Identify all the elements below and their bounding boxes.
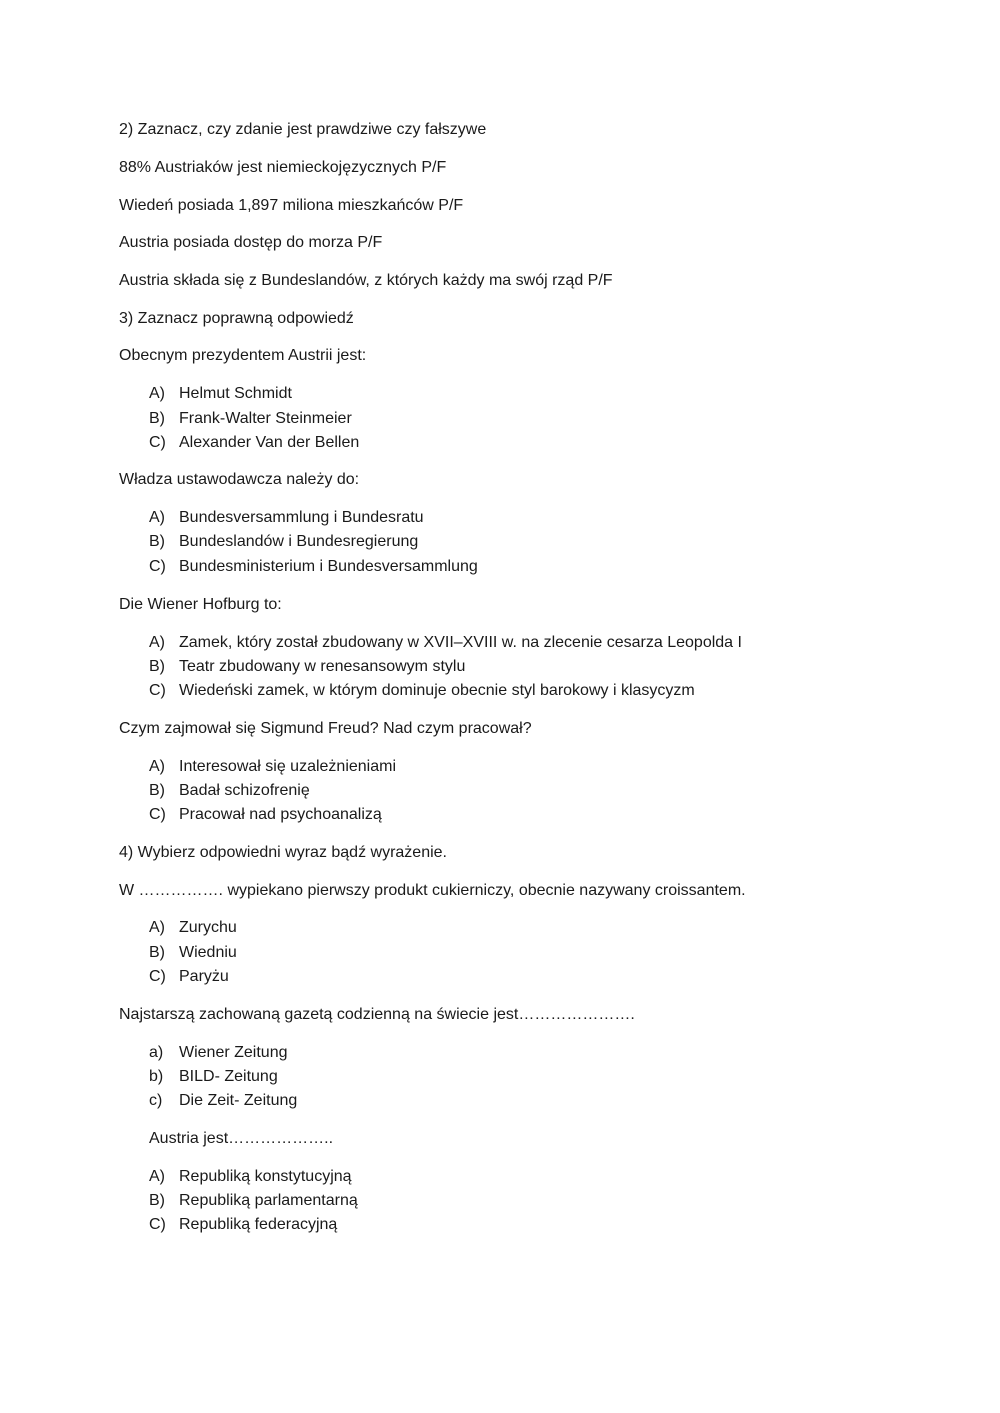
q4-q2-option-b: b) BILD- Zeitung — [149, 1068, 278, 1085]
q3-q4-option-b: B) Badał schizofrenię — [149, 782, 310, 799]
q3-q3-option-a: A) Zamek, który został zbudowany w XVII–XVIII w. na zlecenie cesarza Leopolda I — [149, 634, 742, 651]
q3-q4-option-c: C) Pracował nad psychoanalizą — [149, 806, 382, 823]
q3-question-4: Czym zajmował się Sigmund Freud? Nad czym pracował? — [119, 720, 532, 737]
q3-q1-option-b: B) Frank-Walter Steinmeier — [149, 410, 352, 427]
q2-statement-1: 88% Austriaków jest niemieckojęzycznych P/F — [119, 159, 447, 176]
q2-statement-4: Austria składa się z Bundeslandów, z których każdy ma swój rząd P/F — [119, 272, 613, 289]
q3-q4-option-a: A) Interesował się uzależnieniami — [149, 758, 396, 775]
q3-q2-option-a: A) Bundesversammlung i Bundesratu — [149, 509, 424, 526]
q3-q1-option-c: C) Alexander Van der Bellen — [149, 434, 360, 451]
q4-q1-option-b: B) Wiedniu — [149, 944, 237, 961]
q3-q1-option-a: A) Helmut Schmidt — [149, 385, 292, 402]
q4-question-1: W ……………. wypiekano pierwszy produkt cukierniczy, obecnie nazywany croissantem. — [119, 882, 746, 899]
q3-q2-option-b: B) Bundeslandów i Bundesregierung — [149, 533, 419, 550]
q4-heading: 4) Wybierz odpowiedni wyraz bądź wyrażenie. — [119, 844, 447, 861]
q4-question-3: Austria jest……………….. — [149, 1130, 334, 1147]
q4-q3-option-c: C) Republiką federacyjną — [149, 1216, 338, 1233]
q4-q2-option-c: c) Die Zeit- Zeitung — [149, 1092, 298, 1109]
q4-q1-option-c: C) Paryżu — [149, 968, 229, 985]
q4-q2-option-a: a) Wiener Zeitung — [149, 1044, 288, 1061]
q2-statement-3: Austria posiada dostęp do morza P/F — [119, 234, 383, 251]
q2-statement-2: Wiedeń posiada 1,897 miliona mieszkańców P/F — [119, 197, 464, 214]
q3-question-3: Die Wiener Hofburg to: — [119, 596, 282, 613]
q3-question-2: Władza ustawodawcza należy do: — [119, 471, 360, 488]
q3-q3-option-b: B) Teatr zbudowany w renesansowym stylu — [149, 658, 466, 675]
q4-question-2: Najstarszą zachowaną gazetą codzienną na świecie jest…………………. — [119, 1006, 635, 1023]
q4-q3-option-a: A) Republiką konstytucyjną — [149, 1168, 352, 1185]
q3-q2-option-c: C) Bundesministerium i Bundesversammlung — [149, 558, 478, 575]
q4-q3-option-b: B) Republiką parlamentarną — [149, 1192, 358, 1209]
q2-heading: 2) Zaznacz, czy zdanie jest prawdziwe czy fałszywe — [119, 121, 487, 138]
q4-q1-option-a: A) Zurychu — [149, 919, 237, 936]
q3-q3-option-c: C) Wiedeński zamek, w którym dominuje obecnie styl barokowy i klasycyzm — [149, 682, 695, 699]
q3-heading: 3) Zaznacz poprawną odpowiedź — [119, 310, 354, 327]
q3-question-1: Obecnym prezydentem Austrii jest: — [119, 347, 367, 364]
